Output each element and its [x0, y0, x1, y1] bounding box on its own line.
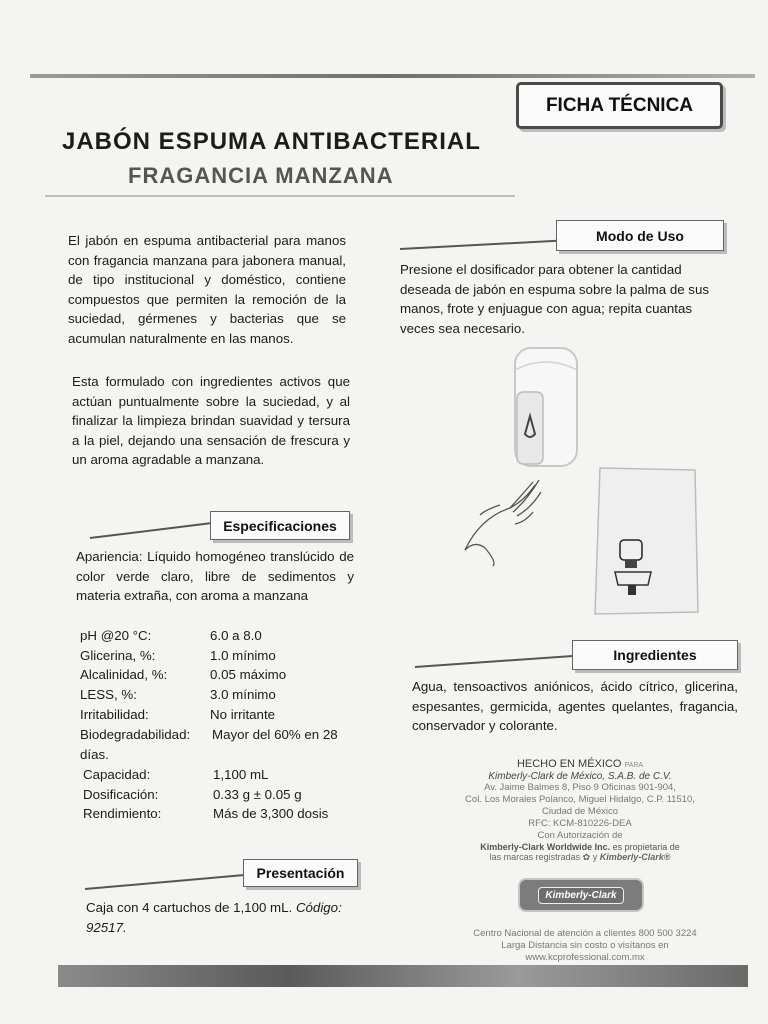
owner-suffix: es propietaria de	[612, 842, 680, 852]
spec-key: Capacidad:	[83, 767, 151, 782]
refill-cartridge-icon	[595, 468, 698, 614]
spec-value-continued: días.	[80, 747, 109, 762]
hand-icon	[465, 480, 541, 566]
ingredientes-leader-line	[415, 655, 575, 668]
marcas-y: y	[592, 852, 598, 862]
spec-key: Glicerina, %:	[80, 648, 156, 663]
spec-value: 6.0 a 8.0	[210, 628, 262, 643]
presentacion-body: Caja con 4 cartuchos de 1,100 mL.	[86, 900, 293, 915]
top-divider-line	[30, 74, 755, 78]
especificaciones-leader-line	[90, 522, 214, 539]
spec-value: 1.0 mínimo	[210, 648, 276, 663]
kimberly-clark-logo-text: Kimberly-Clark	[538, 887, 623, 904]
marcas-brand: Kimberly-Clark®	[599, 852, 671, 862]
product-title-line1: JABÓN ESPUMA ANTIBACTERIAL	[62, 128, 481, 155]
company-name: Kimberly-Clark de México, S.A.B. de C.V.	[488, 771, 672, 782]
apariencia-text: Apariencia: Líquido homogéneo translúcido de color verde claro, libre de sedimentos y materia extraña, con aroma a manzana	[76, 549, 354, 603]
modo-uso-text: Presione el dosificador para obtener la cantidad deseada de jabón en espuma sobre la palma de sus manos, frote y enjuague con agua; repita cuantas veces sea necesario.	[400, 262, 709, 336]
footer-bar	[58, 965, 748, 987]
spec-key: Biodegradabilidad:	[80, 727, 191, 742]
spec-key: Irritabilidad:	[80, 707, 149, 722]
ficha-tecnica-label: FICHA TÉCNICA	[545, 94, 694, 116]
modo-uso-heading: Modo de Uso	[596, 227, 684, 244]
title-underline	[45, 195, 515, 197]
ingredientes-heading-box	[572, 640, 738, 670]
presentacion-heading: Presentación	[256, 865, 345, 881]
modo-uso-leader-line	[400, 240, 560, 250]
modo-uso-heading-box	[556, 220, 724, 251]
spec-key: pH @20 °C:	[80, 628, 152, 643]
website-link[interactable]: www.kcprofessional.com.mx	[525, 952, 645, 963]
spec-key: Rendimiento:	[83, 806, 162, 821]
para-label: PARA	[624, 762, 644, 769]
spec-value: Más de 3,300 dosis	[213, 806, 329, 821]
hecho-en-mexico: HECHO EN MÉXICO	[516, 758, 622, 770]
spec-value: 0.05 máximo	[210, 667, 287, 682]
especificaciones-heading-box	[210, 511, 350, 540]
address-line-1: Av. Jaime Balmes 8, Piso 9 Oficinas 901-904,	[484, 782, 676, 793]
usage-illustration	[455, 340, 720, 620]
spec-value: Mayor del 60% en 28	[212, 727, 338, 742]
spec-value: 3.0 mínimo	[210, 687, 276, 702]
contact-line-2: Larga Distancia sin costo o visítanos en	[501, 940, 669, 951]
contact-info	[440, 928, 730, 964]
spec-key: LESS, %:	[80, 687, 137, 702]
manufacturer-info	[420, 758, 740, 863]
spec-value: No irritante	[210, 707, 276, 722]
especificaciones-heading: Especificaciones	[223, 517, 337, 534]
contact-line-1: Centro Nacional de atención a clientes 800 500 3224	[473, 928, 697, 939]
owner-name: Kimberly-Clark Worldwide Inc.	[480, 842, 611, 852]
autorizacion-line: Con Autorización de	[537, 830, 623, 841]
marcas-line	[420, 852, 740, 863]
presentacion-leader-line	[85, 874, 245, 890]
owner-line	[420, 842, 740, 852]
spec-value: 1,100 mL	[213, 767, 269, 782]
spec-key: Alcalinidad, %:	[80, 667, 168, 682]
kimberly-clark-logo	[520, 880, 642, 910]
rfc-line: RFC: KCM-810226-DEA	[528, 818, 632, 829]
intro-paragraph-2: Esta formulado con ingredientes activos que actúan puntualmente sobre la suciedad, y al finalizar la limpieza brindan suavidad y tersura a la piel, dejando una sensación de frescura y un aroma agradable a manzana.	[72, 374, 350, 467]
marcas-text: las marcas registradas	[489, 852, 581, 862]
kc-mark-icon: ✿	[582, 852, 591, 862]
dispenser-icon	[515, 348, 577, 466]
address-line-2: Col. Los Morales Polanco, Miguel Hidalgo, C.P. 11510,	[465, 794, 695, 805]
ficha-tecnica-badge	[516, 82, 723, 129]
intro-paragraph-1: El jabón en espuma antibacterial para manos con fragancia manzana para jabonera manual, de tipo institucional y doméstico, contiene compuestos que permiten la remoción de la suciedad, gérmenes y bacterias que se acumulan naturalmente en las manos.	[68, 233, 346, 346]
address-line-3: Ciudad de México	[541, 806, 619, 817]
product-title-line2: FRAGANCIA MANZANA	[128, 163, 394, 188]
presentacion-heading-box	[243, 859, 358, 887]
spec-value: 0.33 g ± 0.05 g	[213, 787, 302, 802]
presentacion-text	[86, 898, 366, 937]
ingredientes-heading: Ingredientes	[613, 647, 697, 663]
ingredientes-text: Agua, tensoactivos aniónicos, ácido cítrico, glicerina, espesantes, germicida, agentes quelantes, fragancia, conservador y colorante.	[412, 679, 738, 733]
presentacion-codigo: Código: 92517.	[86, 900, 342, 935]
spec-key: Dosificación:	[83, 787, 159, 802]
